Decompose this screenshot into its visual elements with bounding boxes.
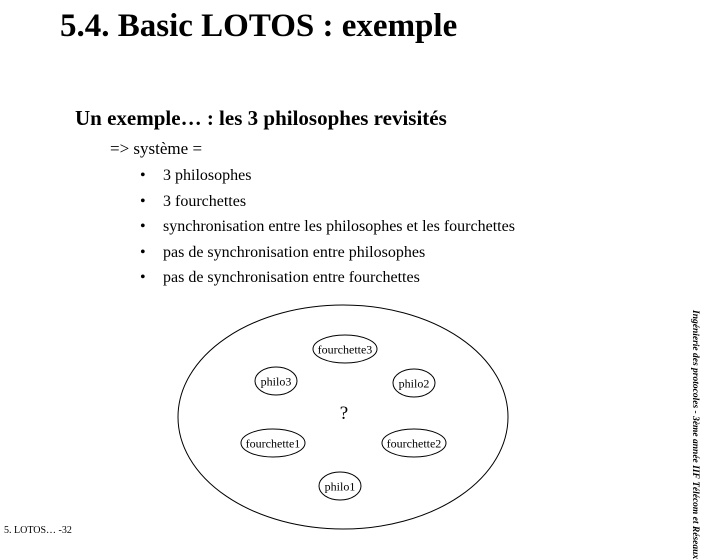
bullet-marker: • — [140, 269, 146, 286]
node-philo2 — [393, 369, 435, 397]
question-mark: ? — [339, 403, 349, 424]
node-philo3 — [255, 367, 297, 395]
bullet-text: pas de synchronisation entre philosophes — [163, 243, 426, 261]
system-line: => système = — [110, 139, 203, 158]
node-fourchette2-label: fourchette2 — [386, 436, 442, 451]
bullet-marker: • — [140, 218, 146, 235]
side-course-label: Ingénierie des protocoles - 3ème année IIF Télécom et Réseaux — [690, 310, 700, 559]
slide-title: 5.4. Basic LOTOS : exemple — [60, 8, 458, 44]
node-philo3-label: philo3 — [260, 374, 292, 389]
page-footer: 5. LOTOS… -32 — [4, 525, 72, 536]
node-fourchette1-label: fourchette1 — [245, 436, 301, 451]
node-philo1 — [319, 472, 361, 500]
bullet-marker: • — [140, 167, 146, 184]
node-fourchette1 — [241, 429, 305, 457]
node-fourchette3 — [313, 335, 377, 363]
node-fourchette2 — [382, 429, 446, 457]
bullet-text: 3 philosophes — [163, 167, 252, 184]
bullet-text: pas de synchronisation entre fourchettes — [163, 269, 420, 286]
slide-subtitle: Un exemple… : les 3 philosophes revisités — [75, 106, 447, 130]
node-fourchette3-label: fourchette3 — [317, 342, 373, 357]
bullet-text: synchronisation entre les philosophes et les fourchettes — [163, 218, 515, 235]
bullet-marker: • — [140, 243, 146, 261]
node-philo1-label: philo1 — [324, 479, 356, 494]
bullet-text: 3 fourchettes — [163, 192, 247, 210]
bullet-marker: • — [140, 192, 146, 210]
node-philo2-label: philo2 — [398, 376, 430, 391]
